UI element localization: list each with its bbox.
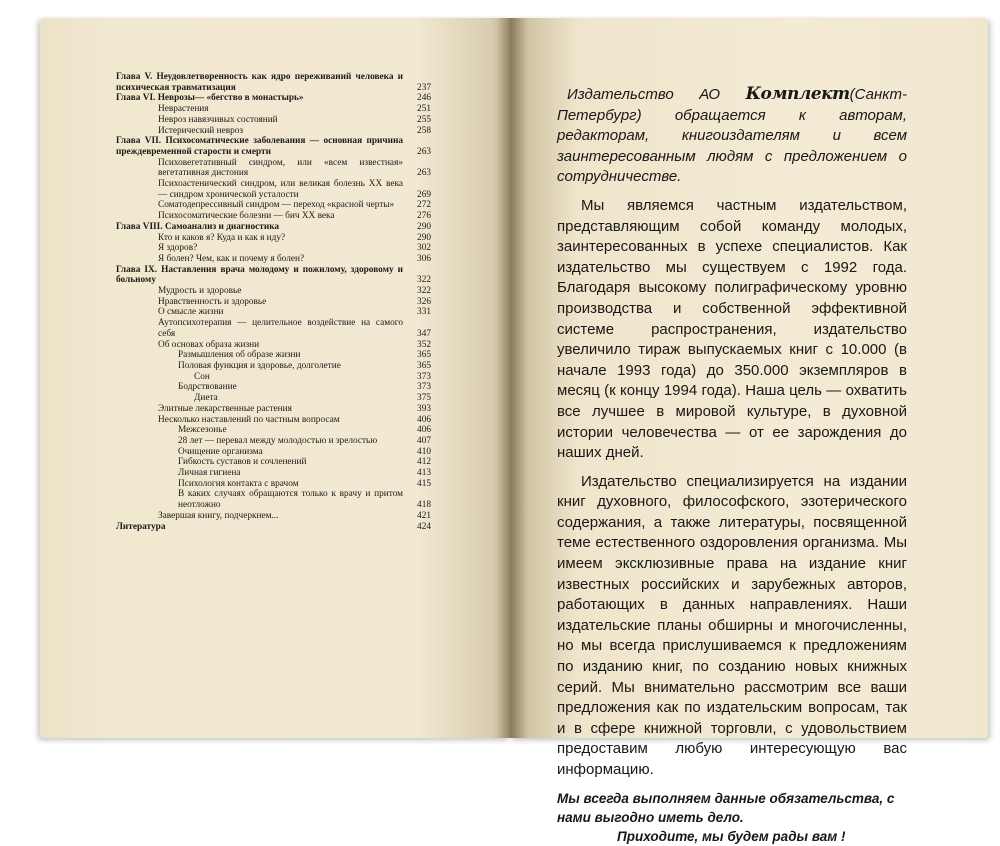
toc-entry-page: 263 <box>417 168 431 179</box>
closing-line-2: Приходите, мы будем рады вам ! <box>617 828 846 844</box>
toc-entry <box>116 522 431 533</box>
toc-entry-title: Психоастенический синдром, или великая болезнь XX века — синдром хронической усталости <box>158 179 403 200</box>
toc-entry <box>116 382 431 393</box>
toc-entry <box>116 211 431 222</box>
toc-entry-page: 352 <box>417 339 431 350</box>
toc-entry-title: В каких случаях обращаются только к врачу и притом неотложно <box>178 489 403 511</box>
toc-entry-title: Половая функция и здоровье, долголетие <box>178 360 341 371</box>
toc-entry <box>116 222 431 233</box>
toc-entry <box>116 126 431 137</box>
toc-entry-page: 415 <box>417 478 431 489</box>
toc-entry-title: О смысле жизни <box>158 307 224 318</box>
toc-entry-title: Психовегетативный синдром, или «всем известная» вегетативная дистония <box>158 157 403 179</box>
toc-entry <box>116 340 431 351</box>
toc-entry <box>116 436 431 447</box>
toc-entry-page: 272 <box>417 200 431 211</box>
toc-entry <box>116 372 431 383</box>
toc-entry-title: Глава VI. Неврозы— «бегство в монастырь» <box>116 93 304 104</box>
toc-entry-title: Глава V. Неудовлетворенность как ядро переживаний человека и психическая травматизация <box>116 72 403 93</box>
toc-entry <box>116 179 431 200</box>
toc-entry-title: Глава IX. Наставления врача молодому и пожилому, здоровому и больному <box>116 264 403 286</box>
toc-entry-title: Элитные лекарственные растения <box>158 403 292 414</box>
toc-entry-title: Личная гигиена <box>178 468 241 479</box>
toc-entry <box>116 200 431 211</box>
toc-entry <box>116 286 431 297</box>
toc-entry-title: Бодрствование <box>178 382 237 393</box>
toc-entry-title: Завершая книгу, подчеркнем... <box>158 510 279 521</box>
toc-entry <box>116 297 431 308</box>
toc-entry-page: 424 <box>417 521 431 532</box>
toc-entry-title: Психосоматические болезни — бич XX века <box>158 211 335 222</box>
toc-entry-title: Психология контакта с врачом <box>178 478 299 489</box>
toc-entry-title: Сон <box>194 371 210 382</box>
toc-entry-page: 365 <box>417 350 431 361</box>
toc-entry-page: 421 <box>417 510 431 521</box>
toc-entry-title: Нравственность и здоровье <box>158 296 267 307</box>
paragraph-specialization: Издательство специализируется на издании книг духовного, философского, эзотерического содержания, а также литературы, посвященной теме естественного оздоровления организма. Мы имеем эксклюзивные права на издание книг известных российских и зарубежных авторов, работающих в данных направлениях. Наши издательские планы обширны и многочисленны, но мы всегда прислушиваемся к предложениям по изданию книг, по созданию новых книжных серий. Мы внимательно рассмотрим все ваши предложения как по издательским вопросам, так и в сфере книжной торговли, с удовольствием предоставим любую интересующую вас информацию. <box>557 472 907 778</box>
toc-entry-title: Неврастения <box>158 104 209 115</box>
toc-entry-page: 269 <box>417 189 431 200</box>
toc-entry-title: Очищение организма <box>178 446 263 457</box>
toc-entry-title: Мудрость и здоровье <box>158 286 242 297</box>
toc-entry <box>116 233 431 244</box>
toc-entry <box>116 479 431 490</box>
closing-slogan <box>557 789 907 846</box>
intro-paragraph <box>557 84 907 188</box>
toc-entry-title: Глава VIII. Самоанализ и диагностика <box>116 221 280 232</box>
toc-entry-page: 407 <box>417 435 431 446</box>
toc-entry-title: Кто и каков я? Куда и как я иду? <box>158 232 286 243</box>
publisher-logo: Комплект <box>745 84 850 104</box>
toc-entry-page: 302 <box>417 243 431 254</box>
toc-entry-page: 373 <box>417 371 431 382</box>
toc-entry-page: 322 <box>417 286 431 297</box>
toc-entry-title: Аутопсихотерапия — целительное воздействие на самого себя <box>158 318 403 339</box>
toc-entry-page: 276 <box>417 211 431 222</box>
toc-entry <box>116 72 431 93</box>
toc-entry <box>116 93 431 104</box>
toc-entry-title: Размышления об образе жизни <box>178 350 301 361</box>
toc-entry <box>116 511 431 522</box>
toc-entry-page: 365 <box>417 360 431 371</box>
toc-entry-page: 375 <box>417 393 431 404</box>
toc-entry-page: 410 <box>417 446 431 457</box>
toc-entry-page: 393 <box>417 403 431 414</box>
toc-entry-page: 322 <box>417 275 431 286</box>
toc-entry <box>116 468 431 479</box>
toc-entry-page: 255 <box>417 114 431 125</box>
toc-entry-page: 263 <box>417 146 431 157</box>
toc-entry-title: Диета <box>194 393 218 404</box>
toc-entry <box>116 415 431 426</box>
publisher-notice <box>557 84 907 846</box>
paragraph-about: Мы являемся частным издательством, представляющим собой команду молодых, заинтересованных в успехе специалистов. Как издательство мы существуем с 1992 года. Благодаря высокому полиграфическому уровню производства и собственной эффективной системе распространения, издательство увеличило тираж выпускаемых книг с 10.000 (в начале 1993 года) до 350.000 экземпляров в месяц (к концу 1994 года). Наша цель — охватить все лучшее в мировой культуре, в духовной истории человечества — от ее зарождения до наших дней. <box>557 196 907 462</box>
toc-entry <box>116 265 431 286</box>
toc-entry-page: 406 <box>417 414 431 425</box>
intro-suffix: (Санкт-Петербург) обращается к авторам, редакторам, книгоиздателям и всем заинтересованным людям с предложением о сотрудничестве. <box>557 86 907 186</box>
toc-entry-title: Я здоров? <box>158 243 198 254</box>
toc-entry-page: 413 <box>417 468 431 479</box>
toc-entry-page: 331 <box>417 307 431 318</box>
toc-entry-title: Межсезонье <box>178 425 227 436</box>
toc-entry <box>116 318 431 339</box>
toc-entry-title: Об основах образа жизни <box>158 339 260 350</box>
toc-entry <box>116 404 431 415</box>
toc-entry-title: Соматодепрессивный синдром — переход «красной черты» <box>158 200 395 211</box>
toc-entry <box>116 361 431 372</box>
toc-entry <box>116 243 431 254</box>
toc-entry-page: 347 <box>417 328 431 339</box>
book-gutter <box>496 18 526 738</box>
toc-entry <box>116 104 431 115</box>
toc-entry <box>116 393 431 404</box>
toc-entry-page: 251 <box>417 104 431 115</box>
toc-entry-title: Невроз навязчивых состояний <box>158 114 278 125</box>
toc-entry-page: 412 <box>417 457 431 468</box>
toc-entry <box>116 457 431 468</box>
toc-entry-title: Литература <box>116 521 166 532</box>
toc-entry-title: Несколько наставлений по частным вопросам <box>158 414 340 425</box>
toc-entry-page: 406 <box>417 425 431 436</box>
toc-entry-page: 258 <box>417 125 431 136</box>
toc-entry-page: 246 <box>417 93 431 104</box>
toc-entry <box>116 254 431 265</box>
toc-entry <box>116 489 431 510</box>
toc-entry-title: Глава VII. Психосоматические заболевания — основная причина преждевременной старости и смерти <box>116 136 403 157</box>
toc-entry-title: Я болен? Чем, как и почему я болен? <box>158 253 305 264</box>
toc-entry <box>116 158 431 179</box>
toc-entry-page: 326 <box>417 296 431 307</box>
toc-entry-title: Гибкость суставов и сочленений <box>178 457 307 468</box>
toc-entry-page: 373 <box>417 382 431 393</box>
table-of-contents <box>116 72 431 532</box>
toc-entry-page: 290 <box>417 232 431 243</box>
toc-entry-page: 418 <box>417 500 431 511</box>
toc-entry-page: 306 <box>417 253 431 264</box>
toc-entry <box>116 350 431 361</box>
toc-entry <box>116 425 431 436</box>
toc-entry <box>116 115 431 126</box>
intro-prefix: Издательство АО <box>567 86 721 103</box>
toc-entry <box>116 307 431 318</box>
toc-entry-title: 28 лет — перевал между молодостью и зрелостью <box>178 435 378 446</box>
toc-entry <box>116 136 431 157</box>
toc-entry <box>116 447 431 458</box>
toc-entry-page: 290 <box>417 221 431 232</box>
closing-line-1: Мы всегда выполняем данные обязательства, с нами выгодно иметь дело. <box>557 790 895 825</box>
toc-entry-page: 237 <box>417 82 431 93</box>
toc-entry-title: Истерический невроз <box>158 125 244 136</box>
